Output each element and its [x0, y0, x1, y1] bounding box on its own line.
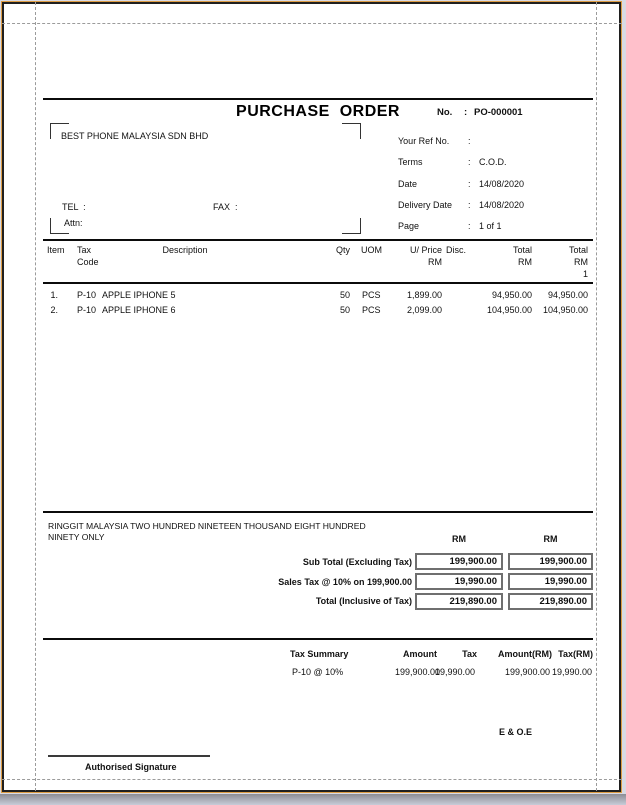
rule-summary-top [43, 511, 593, 513]
row-total-rm: 104,950.00 [542, 305, 588, 315]
page-drop-shadow [0, 794, 626, 805]
col-header-qty: Qty [335, 245, 350, 255]
col-header-description: Description [162, 245, 208, 255]
col-marker: 1 [582, 269, 588, 279]
info-colon: : [468, 136, 471, 146]
col-header-tax-code: Code [77, 257, 99, 267]
tax-summary-header: Tax Summary [290, 649, 349, 659]
subtotal-value: 199,900.00 [449, 556, 497, 567]
info-value-delivery: 14/08/2020 [479, 200, 525, 210]
page-title: PURCHASE ORDER [236, 103, 400, 120]
tax-summary-amount-rm: 199,900.00 [504, 667, 550, 677]
col-header-disc: Disc. [446, 245, 466, 255]
address-bracket-top-right [342, 123, 361, 139]
rule-table-header-top [43, 239, 593, 241]
po-no-label: No. [437, 107, 453, 118]
margin-guide-right [596, 2, 597, 791]
info-label-terms: Terms [398, 157, 423, 167]
row-description: APPLE IPHONE 5 [102, 290, 176, 300]
signature-line [48, 755, 210, 757]
row-total: 104,950.00 [486, 305, 532, 315]
tax-summary-amountrm-hd: Amount(RM) [498, 649, 552, 659]
total-value-rm: 219,890.00 [539, 596, 587, 607]
info-colon: : [468, 157, 471, 167]
row-unit-price: 2,099.00 [406, 305, 442, 315]
po-number: PO-000001 [474, 107, 523, 118]
subtotal-label: Sub Total (Excluding Tax) [302, 557, 412, 567]
col-header-total: Total [512, 245, 532, 255]
amount-in-words-line1: RINGGIT MALAYSIA TWO HUNDRED NINETEEN THOUSAND EIGHT HUNDRED [48, 521, 366, 531]
rule-table-header-bot [43, 282, 593, 284]
margin-guide-bottom [2, 779, 622, 780]
col-header-total-rm: RM [518, 257, 532, 267]
col-header-tax: Tax [77, 245, 92, 255]
address-bracket-bottom-right [342, 218, 361, 234]
sales-tax-value-box [415, 573, 503, 590]
row-qty: 50 [339, 290, 350, 300]
info-colon: : [468, 200, 471, 210]
info-label-page: Page [398, 221, 420, 231]
col-header-total2: Total [568, 245, 588, 255]
rule-top [43, 98, 593, 100]
fax-label: FAX : [213, 202, 238, 212]
total-label: Total (Inclusive of Tax) [315, 596, 412, 606]
col-header-uom: UOM [361, 245, 382, 255]
row-description: APPLE IPHONE 6 [102, 305, 176, 315]
summary-currency-1: RM [452, 534, 466, 544]
info-label-delivery: Delivery Date [398, 200, 453, 210]
summary-currency-2: RM [543, 534, 558, 544]
rule-taxsummary-top [43, 638, 593, 640]
info-value-terms: C.O.D. [479, 157, 507, 167]
row-qty: 50 [339, 305, 350, 315]
sales-tax-value: 19,990.00 [454, 576, 497, 587]
attn-label: Attn: [64, 218, 83, 228]
row-total-rm: 94,950.00 [547, 290, 588, 300]
signature-label: Authorised Signature [85, 762, 177, 772]
sales-tax-value-rm-box [508, 573, 593, 590]
col-header-item: Item [47, 245, 65, 255]
tax-summary-amount: 199,900.00 [394, 667, 440, 677]
info-colon: : [468, 179, 471, 189]
amount-in-words-line2: NINETY ONLY [48, 532, 105, 542]
row-tax-code: P-10 [77, 290, 97, 300]
col-header-unit-price-rm: RM [428, 257, 442, 267]
tax-summary-tax: 19,990.00 [435, 667, 476, 677]
subtotal-value-box [415, 553, 503, 570]
row-unit-price: 1,899.00 [406, 290, 442, 300]
row-uom: PCS [362, 305, 381, 315]
tax-summary-tax-hd: Tax [462, 649, 477, 659]
row-tax-code: P-10 [77, 305, 97, 315]
col-header-total2-rm: RM [574, 257, 588, 267]
info-value-page: 1 of 1 [479, 221, 502, 231]
row-item-no: 1. [50, 290, 58, 300]
subtotal-value-rm-box [508, 553, 593, 570]
total-value: 219,890.00 [449, 596, 497, 607]
sales-tax-value-rm: 19,990.00 [544, 576, 587, 587]
vendor-name: BEST PHONE MALAYSIA SDN BHD [61, 131, 209, 141]
tel-label: TEL : [62, 202, 86, 212]
margin-guide-top [2, 23, 622, 24]
total-value-rm-box [508, 593, 593, 610]
row-total: 94,950.00 [491, 290, 532, 300]
eoe-note: E & O.E [499, 727, 533, 737]
sales-tax-label: Sales Tax @ 10% on 199,900.00 [278, 577, 412, 587]
margin-guide-left [35, 2, 36, 791]
tax-summary-tax-rm: 19,990.00 [552, 667, 593, 677]
info-value-date: 14/08/2020 [479, 179, 525, 189]
row-item-no: 2. [50, 305, 58, 315]
po-no-colon: : [464, 107, 468, 118]
tax-summary-amount-hd: Amount [403, 649, 437, 659]
row-uom: PCS [362, 290, 381, 300]
info-label-date: Date [398, 179, 418, 189]
subtotal-value-rm: 199,900.00 [539, 556, 587, 567]
tax-summary-taxrm-hd: Tax(RM) [558, 649, 593, 659]
tax-summary-code: P-10 @ 10% [292, 667, 344, 677]
info-label-your-ref: Your Ref No. [398, 136, 450, 146]
total-value-box [415, 593, 503, 610]
col-header-unit-price: U/ Price [409, 245, 442, 255]
info-colon: : [468, 221, 471, 231]
